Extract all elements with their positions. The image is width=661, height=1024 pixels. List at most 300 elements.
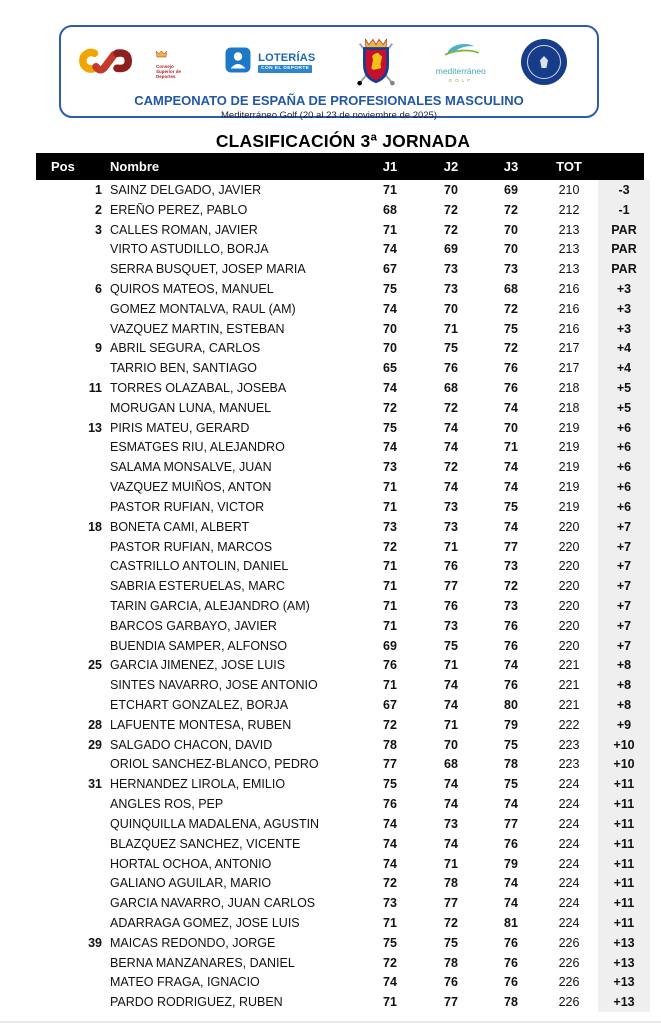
to-par-cell: +11 — [598, 893, 650, 913]
round3-score-cell: 76 — [504, 955, 518, 970]
table-row — [36, 953, 650, 973]
csd-ribbon-icon — [75, 40, 153, 85]
total-cell: 221 — [558, 678, 580, 693]
total-cell: 220 — [558, 598, 580, 613]
player-name-cell: SINTES NAVARRO, JOSE ANTONIO — [110, 678, 318, 693]
round2-score-cell: 72 — [444, 400, 458, 415]
round2-score-cell: 73 — [444, 262, 458, 277]
round2-score-cell: 72 — [444, 222, 458, 237]
player-name-cell: SABRIA ESTERUELAS, MARC — [110, 579, 286, 594]
round3-score-cell: 74 — [504, 658, 518, 673]
player-name-cell: MORUGAN LUNA, MANUEL — [110, 400, 272, 415]
total-cell: 226 — [558, 955, 580, 970]
round1-score-cell: 75 — [383, 935, 397, 950]
table-row — [36, 814, 650, 834]
position-cell: 11 — [88, 381, 102, 396]
table-body — [36, 180, 650, 1012]
col-header-score — [598, 153, 650, 180]
total-cell: 221 — [558, 658, 580, 673]
total-cell: 223 — [558, 737, 580, 752]
to-par-cell: +11 — [598, 854, 650, 874]
table-row — [36, 992, 650, 1012]
table-row — [36, 438, 650, 458]
player-name-cell: SERRA BUSQUET, JOSEP MARIA — [110, 262, 306, 277]
rfeg-crest-logo — [351, 35, 401, 89]
table-row — [36, 378, 650, 398]
table-row — [36, 497, 650, 517]
round2-score-cell: 71 — [444, 321, 458, 336]
total-cell: 220 — [558, 559, 580, 574]
table-row — [36, 834, 650, 854]
round2-score-cell: 72 — [444, 460, 458, 475]
round2-score-cell: 76 — [444, 598, 458, 613]
player-name-cell: SALGADO CHACON, DAVID — [110, 737, 273, 752]
total-cell: 220 — [558, 638, 580, 653]
round2-score-cell: 77 — [444, 896, 458, 911]
round1-score-cell: 71 — [383, 579, 397, 594]
round1-score-cell: 71 — [383, 499, 397, 514]
round2-score-cell: 76 — [444, 361, 458, 376]
table-row — [36, 755, 650, 775]
total-cell: 224 — [558, 856, 580, 871]
table-row — [36, 913, 650, 933]
round3-score-cell: 70 — [504, 242, 518, 257]
round3-score-cell: 75 — [504, 737, 518, 752]
player-name-cell: CALLES ROMAN, JAVIER — [110, 222, 258, 237]
player-name-cell: TORRES OLAZABAL, JOSEBA — [110, 381, 287, 396]
to-par-cell: -1 — [598, 200, 650, 220]
to-par-cell: +11 — [598, 913, 650, 933]
round3-score-cell: 73 — [504, 559, 518, 574]
round1-score-cell: 74 — [383, 836, 397, 851]
round2-score-cell: 74 — [444, 678, 458, 693]
table-row — [36, 893, 650, 913]
position-cell: 1 — [95, 182, 102, 197]
player-name-cell: LAFUENTE MONTESA, RUBEN — [110, 717, 292, 732]
player-name-cell: TARIN GARCIA, ALEJANDRO (AM) — [110, 598, 310, 613]
player-name-cell: HORTAL OCHOA, ANTONIO — [110, 856, 272, 871]
round1-score-cell: 74 — [383, 856, 397, 871]
to-par-cell: +4 — [598, 358, 650, 378]
round1-score-cell: 71 — [383, 182, 397, 197]
round1-score-cell: 71 — [383, 915, 397, 930]
table-row — [36, 576, 650, 596]
table-row — [36, 774, 650, 794]
round3-score-cell: 72 — [504, 202, 518, 217]
total-cell: 222 — [558, 717, 580, 732]
player-name-cell: VIRTO ASTUDILLO, BORJA — [110, 242, 269, 257]
round2-score-cell: 72 — [444, 202, 458, 217]
player-name-cell: ETCHART GONZALEZ, BORJA — [110, 698, 289, 713]
round3-score-cell: 72 — [504, 301, 518, 316]
total-cell: 226 — [558, 935, 580, 950]
player-name-cell: TARRIO BEN, SANTIAGO — [110, 361, 258, 376]
round3-score-cell: 79 — [504, 717, 518, 732]
player-name-cell: ABRIL SEGURA, CARLOS — [110, 341, 261, 356]
round1-score-cell: 74 — [383, 975, 397, 990]
round2-score-cell: 73 — [444, 499, 458, 514]
round1-score-cell: 75 — [383, 281, 397, 296]
round1-score-cell: 74 — [383, 816, 397, 831]
table-row — [36, 517, 650, 537]
federation-seal-logo — [521, 39, 567, 85]
to-par-cell: +13 — [598, 953, 650, 973]
player-name-cell: GOMEZ MONTALVA, RAUL (AM) — [110, 301, 296, 316]
total-cell: 219 — [558, 440, 580, 455]
total-cell: 220 — [558, 618, 580, 633]
round3-score-cell: 81 — [504, 915, 518, 930]
table-row — [36, 735, 650, 755]
total-cell: 226 — [558, 975, 580, 990]
total-cell: 217 — [558, 341, 580, 356]
to-par-cell: +8 — [598, 656, 650, 676]
position-cell: 25 — [88, 658, 102, 673]
to-par-cell: +3 — [598, 299, 650, 319]
total-cell: 216 — [558, 301, 580, 316]
round3-score-cell: 78 — [504, 757, 518, 772]
mediterraneo-golf-label: GOLF — [448, 78, 473, 83]
round2-score-cell: 77 — [444, 579, 458, 594]
table-row — [36, 180, 650, 200]
table-row — [36, 418, 650, 438]
to-par-cell: -3 — [598, 180, 650, 200]
player-name-cell: SALAMA MONSALVE, JUAN — [110, 460, 272, 475]
col-header-tot: TOT — [556, 159, 582, 174]
round2-score-cell: 69 — [444, 242, 458, 257]
to-par-cell: +8 — [598, 695, 650, 715]
round3-score-cell: 73 — [504, 598, 518, 613]
table-row — [36, 873, 650, 893]
total-cell: 224 — [558, 836, 580, 851]
round1-score-cell: 69 — [383, 638, 397, 653]
to-par-cell: +6 — [598, 438, 650, 458]
to-par-cell: +6 — [598, 497, 650, 517]
round2-score-cell: 72 — [444, 915, 458, 930]
table-row — [36, 537, 650, 557]
total-cell: 226 — [558, 995, 580, 1010]
round3-score-cell: 76 — [504, 975, 518, 990]
round2-score-cell: 68 — [444, 757, 458, 772]
round2-score-cell: 71 — [444, 856, 458, 871]
position-cell: 3 — [95, 222, 102, 237]
position-cell: 2 — [95, 202, 102, 217]
to-par-cell: +5 — [598, 378, 650, 398]
to-par-cell: +7 — [598, 636, 650, 656]
round1-score-cell: 71 — [383, 678, 397, 693]
round1-score-cell: 78 — [383, 737, 397, 752]
round3-score-cell: 70 — [504, 222, 518, 237]
to-par-cell: +10 — [598, 755, 650, 775]
player-name-cell: PASTOR RUFIAN, VICTOR — [110, 499, 265, 514]
round3-score-cell: 78 — [504, 995, 518, 1010]
round2-score-cell: 75 — [444, 935, 458, 950]
total-cell: 224 — [558, 797, 580, 812]
total-cell: 217 — [558, 361, 580, 376]
table-row — [36, 457, 650, 477]
total-cell: 224 — [558, 876, 580, 891]
to-par-cell: +13 — [598, 973, 650, 993]
table-row — [36, 259, 650, 279]
to-par-cell: +11 — [598, 873, 650, 893]
round1-score-cell: 68 — [383, 202, 397, 217]
round1-score-cell: 73 — [383, 460, 397, 475]
round1-score-cell: 71 — [383, 618, 397, 633]
to-par-cell: PAR — [598, 259, 650, 279]
event-subtitle: Mediterráneo Golf (20 al 23 de noviembre de 2025) — [221, 110, 437, 121]
round3-score-cell: 74 — [504, 480, 518, 495]
table-row — [36, 239, 650, 259]
mediterraneo-golf-logo — [436, 41, 486, 84]
to-par-cell: +7 — [598, 517, 650, 537]
round3-score-cell: 76 — [504, 836, 518, 851]
loterias-badge: CON EL DEPORTE — [258, 65, 312, 73]
player-name-cell: GARCIA JIMENEZ, JOSE LUIS — [110, 658, 286, 673]
round3-score-cell: 74 — [504, 876, 518, 891]
round2-score-cell: 71 — [444, 658, 458, 673]
table-row — [36, 299, 650, 319]
total-cell: 220 — [558, 579, 580, 594]
round1-score-cell: 67 — [383, 698, 397, 713]
table-row — [36, 854, 650, 874]
round3-score-cell: 76 — [504, 361, 518, 376]
round2-score-cell: 73 — [444, 519, 458, 534]
crown-icon — [156, 45, 167, 63]
table-header-row — [36, 153, 650, 180]
round2-score-cell: 74 — [444, 420, 458, 435]
page-title: CLASIFICACIÓN 3ª JORNADA — [215, 131, 471, 151]
round2-score-cell: 70 — [444, 737, 458, 752]
round3-score-cell: 74 — [504, 460, 518, 475]
table-row — [36, 358, 650, 378]
round3-score-cell: 76 — [504, 638, 518, 653]
event-title: CAMPEONATO DE ESPAÑA DE PROFESIONALES MASCULINO — [134, 93, 524, 108]
csd-logo — [75, 40, 190, 85]
total-cell: 216 — [558, 321, 580, 336]
round1-score-cell: 72 — [383, 717, 397, 732]
round1-score-cell: 71 — [383, 222, 397, 237]
table-row — [36, 933, 650, 953]
round2-score-cell: 74 — [444, 797, 458, 812]
to-par-cell: +7 — [598, 576, 650, 596]
round3-score-cell: 68 — [504, 281, 518, 296]
round3-score-cell: 74 — [504, 400, 518, 415]
round2-score-cell: 70 — [444, 182, 458, 197]
table-row — [36, 596, 650, 616]
round2-score-cell: 77 — [444, 995, 458, 1010]
table-row — [36, 220, 650, 240]
position-cell: 29 — [88, 737, 102, 752]
sponsor-logo-row — [61, 27, 597, 90]
round3-score-cell: 72 — [504, 579, 518, 594]
table-row — [36, 398, 650, 418]
total-cell: 210 — [558, 182, 580, 197]
round1-score-cell: 74 — [383, 440, 397, 455]
total-cell: 218 — [558, 400, 580, 415]
round3-score-cell: 72 — [504, 341, 518, 356]
player-name-cell: BARCOS GARBAYO, JAVIER — [110, 618, 277, 633]
position-cell: 13 — [88, 420, 102, 435]
to-par-cell: +5 — [598, 398, 650, 418]
total-cell: 224 — [558, 816, 580, 831]
player-name-cell: CASTRILLO ANTOLIN, DANIEL — [110, 559, 289, 574]
table-row — [36, 616, 650, 636]
total-cell: 212 — [558, 202, 580, 217]
player-name-cell: BLAZQUEZ SANCHEZ, VICENTE — [110, 836, 301, 851]
round1-score-cell: 71 — [383, 995, 397, 1010]
round2-score-cell: 75 — [444, 638, 458, 653]
total-cell: 224 — [558, 896, 580, 911]
player-name-cell: MATEO FRAGA, IGNACIO — [110, 975, 260, 990]
round1-score-cell: 72 — [383, 400, 397, 415]
round3-score-cell: 75 — [504, 321, 518, 336]
table-row — [36, 695, 650, 715]
round3-score-cell: 74 — [504, 797, 518, 812]
round1-score-cell: 70 — [383, 341, 397, 356]
round3-score-cell: 76 — [504, 678, 518, 693]
round3-score-cell: 71 — [504, 440, 518, 455]
position-cell: 18 — [88, 519, 102, 534]
player-name-cell: QUINQUILLA MADALENA, AGUSTIN — [110, 816, 320, 831]
to-par-cell: +6 — [598, 457, 650, 477]
table-row — [36, 200, 650, 220]
to-par-cell: PAR — [598, 239, 650, 259]
col-header-nombre: Nombre — [110, 159, 160, 174]
total-cell: 223 — [558, 757, 580, 772]
col-header-j2: J2 — [443, 159, 459, 174]
table-row — [36, 973, 650, 993]
round2-score-cell: 78 — [444, 876, 458, 891]
to-par-cell: +7 — [598, 616, 650, 636]
round1-score-cell: 71 — [383, 480, 397, 495]
table-row — [36, 319, 650, 339]
player-name-cell: EREÑO PEREZ, PABLO — [110, 202, 248, 217]
round1-score-cell: 75 — [383, 777, 397, 792]
total-cell: 224 — [558, 915, 580, 930]
round1-score-cell: 72 — [383, 955, 397, 970]
round1-score-cell: 70 — [383, 321, 397, 336]
round2-score-cell: 73 — [444, 816, 458, 831]
total-cell: 219 — [558, 460, 580, 475]
round3-score-cell: 75 — [504, 499, 518, 514]
to-par-cell: +4 — [598, 339, 650, 359]
loterias-title: LOTERÍAS — [258, 51, 316, 64]
col-header-pos: Pos — [51, 159, 75, 174]
round3-score-cell: 76 — [504, 935, 518, 950]
round3-score-cell: 76 — [504, 381, 518, 396]
position-cell: 9 — [95, 341, 102, 356]
player-name-cell: HERNANDEZ LIROLA, EMILIO — [110, 777, 286, 792]
loterias-person-icon — [225, 47, 251, 78]
to-par-cell: +7 — [598, 556, 650, 576]
to-par-cell: +13 — [598, 992, 650, 1012]
position-cell: 31 — [88, 777, 102, 792]
to-par-cell: +11 — [598, 814, 650, 834]
table-row — [36, 556, 650, 576]
to-par-cell: +9 — [598, 715, 650, 735]
table-row — [36, 715, 650, 735]
position-cell: 39 — [88, 935, 102, 950]
player-name-cell: PASTOR RUFIAN, MARCOS — [110, 539, 273, 554]
round3-score-cell: 74 — [504, 519, 518, 534]
round2-score-cell: 70 — [444, 301, 458, 316]
player-name-cell: PIRIS MATEU, GERARD — [110, 420, 250, 435]
round1-score-cell: 71 — [383, 559, 397, 574]
round3-score-cell: 77 — [504, 816, 518, 831]
total-cell: 216 — [558, 281, 580, 296]
round3-score-cell: 74 — [504, 896, 518, 911]
round1-score-cell: 74 — [383, 242, 397, 257]
leaderboard-table — [36, 153, 650, 1012]
round2-score-cell: 74 — [444, 480, 458, 495]
table-row — [36, 675, 650, 695]
round1-score-cell: 67 — [383, 262, 397, 277]
round2-score-cell: 76 — [444, 559, 458, 574]
player-name-cell: BUENDIA SAMPER, ALFONSO — [110, 638, 288, 653]
position-cell: 28 — [88, 717, 102, 732]
round1-score-cell: 73 — [383, 519, 397, 534]
total-cell: 220 — [558, 539, 580, 554]
total-cell: 220 — [558, 519, 580, 534]
player-name-cell: SAINZ DELGADO, JAVIER — [110, 182, 262, 197]
round1-score-cell: 72 — [383, 876, 397, 891]
total-cell: 224 — [558, 777, 580, 792]
to-par-cell: +6 — [598, 418, 650, 438]
round1-score-cell: 65 — [383, 361, 397, 376]
to-par-cell: +11 — [598, 834, 650, 854]
round1-score-cell: 74 — [383, 381, 397, 396]
total-cell: 213 — [558, 222, 580, 237]
to-par-cell: +3 — [598, 279, 650, 299]
round3-score-cell: 70 — [504, 420, 518, 435]
round3-score-cell: 69 — [504, 182, 518, 197]
table-row — [36, 794, 650, 814]
round2-score-cell: 71 — [444, 539, 458, 554]
page-bottom-edge — [0, 1021, 661, 1023]
to-par-cell: +7 — [598, 596, 650, 616]
round2-score-cell: 73 — [444, 281, 458, 296]
to-par-cell: +3 — [598, 319, 650, 339]
player-name-cell: ORIOL SANCHEZ-BLANCO, PEDRO — [110, 757, 319, 772]
round2-score-cell: 68 — [444, 381, 458, 396]
to-par-cell: +8 — [598, 675, 650, 695]
total-cell: 219 — [558, 499, 580, 514]
loterias-logo — [225, 47, 315, 78]
round2-score-cell: 78 — [444, 955, 458, 970]
player-name-cell: GARCIA NAVARRO, JUAN CARLOS — [110, 896, 316, 911]
round2-score-cell: 76 — [444, 975, 458, 990]
round2-score-cell: 74 — [444, 440, 458, 455]
table-row — [36, 636, 650, 656]
round2-score-cell: 74 — [444, 777, 458, 792]
round3-score-cell: 77 — [504, 539, 518, 554]
position-cell: 6 — [95, 281, 102, 296]
round3-score-cell: 76 — [504, 618, 518, 633]
round3-score-cell: 80 — [504, 698, 518, 713]
player-name-cell: MAICAS REDONDO, JORGE — [110, 935, 276, 950]
round1-score-cell: 72 — [383, 539, 397, 554]
player-name-cell: ESMATGES RIU, ALEJANDRO — [110, 440, 285, 455]
table-row — [36, 656, 650, 676]
total-cell: 219 — [558, 420, 580, 435]
total-cell: 213 — [558, 242, 580, 257]
to-par-cell: +11 — [598, 774, 650, 794]
round3-score-cell: 73 — [504, 262, 518, 277]
to-par-cell: +11 — [598, 794, 650, 814]
col-header-j3: J3 — [503, 159, 519, 174]
round1-score-cell: 75 — [383, 420, 397, 435]
round1-score-cell: 71 — [383, 598, 397, 613]
round2-score-cell: 75 — [444, 341, 458, 356]
